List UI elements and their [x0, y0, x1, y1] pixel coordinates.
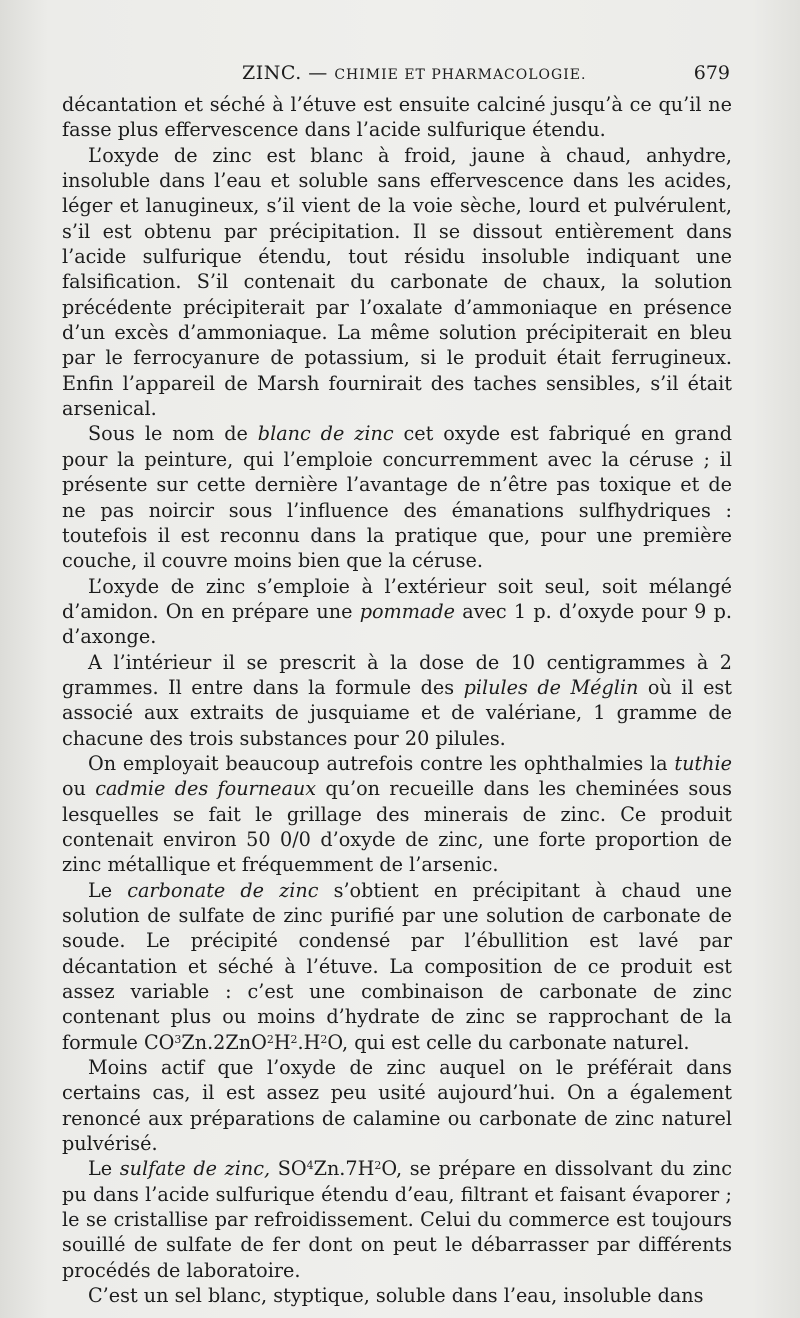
text-run: cet oxyde est fabriqué en grand pour la peinture, qui l’emploie concurremment avec la céruse ; il présente sur cette dernière l’avantage de n’être pas toxique et de ne pas noircir sous l’influence des émanations sulfhydriques : toutefois il est reconnu dans la pratique que, pour une première couche, il couvre moins bien que la céruse.: [62, 422, 733, 573]
text-run: s’obtient en précipitant à chaud une solution de sulfate de zinc purifié par une solution de carbonate de soude. Le précipité condensé par l’ébullition est lavé par décantation et séché à l’étuve. La composition de ce produit est assez variable : c’est une combinaison de carbonate de zinc contenant plus ou moins d’hydrate de zinc se rapprochant de la formule CO: [62, 878, 732, 1054]
formula-exponent: 2: [374, 1159, 382, 1173]
text-run: L’oxyde de zinc est blanc à froid, jaune à chaud, anhydre, insoluble dans l’eau et soluble sans effervescence dans les acides, léger et lanugineux, s’il vient de la voie sèche, lourd et pulvérulent, s’il est obtenu par précipitation. Il se dissout entièrement dans l’acide sulfurique étendu, tout résidu insoluble indiquant une falsification. S’il contenait du carbonate de chaux, la solution précédente précipiterait par l’oxalate d’ammoniaque en présence d’un excès d’ammoniaque. La même solution précipiterait en bleu par le ferrocyanure de potassium, si le produit était ferrugineux. Enfin l’appareil de Marsh fournirait des taches sensibles, s’il était arsenical.: [62, 143, 732, 421]
text-run: Zn.2ZnO: [181, 1030, 267, 1054]
text-run: Le: [88, 878, 128, 902]
text-run: où il est associé aux extraits de jusquiame et de valériane, 1 gramme de chacune des trois substances pour 20 pilules.: [62, 675, 732, 750]
italic-term: sulfate de zinc,: [119, 1157, 271, 1181]
formula-exponent: 2: [290, 1032, 298, 1046]
text-run: qu’on recueille dans les cheminées sous lesquelles se fait le grillage des minerais de zinc. Ce produit contenait environ 50 0/0 d’oxyde de zinc, une forte proportion de zinc métallique et fréquemment de l’arsenic.: [62, 777, 732, 877]
body-text: [62, 92, 732, 1309]
running-title-section: CHIMIE ET PHARMACOLOGIE.: [334, 67, 587, 83]
italic-term: pilules de Méglin: [463, 675, 639, 699]
paragraph: [62, 751, 732, 878]
running-header: [62, 56, 730, 90]
text-run: H: [273, 1030, 291, 1054]
text-run: L’oxyde de zinc s’emploie à l’extérieur soit seul, soit mélangé d’amidon. On en prépare une: [62, 574, 732, 623]
formula-exponent: 3: [174, 1032, 182, 1046]
formula-exponent: 2: [320, 1032, 328, 1046]
formula-exponent: 2: [266, 1032, 274, 1046]
text-run: O, qui est celle du carbonate naturel.: [327, 1030, 690, 1054]
running-title: [242, 62, 586, 84]
formula-exponent: 4: [306, 1159, 314, 1173]
paragraph: [62, 1055, 732, 1156]
paragraph: [62, 1283, 732, 1308]
text-run: Le: [88, 1157, 120, 1181]
italic-term: pommade: [359, 599, 455, 623]
italic-term: tuthie: [674, 751, 732, 775]
text-run: avec 1 p. d’oxyde pour 9 p. d’axonge.: [62, 599, 732, 649]
paragraph: [62, 650, 732, 751]
paragraph: [62, 143, 732, 422]
italic-term: carbonate de zinc: [127, 878, 319, 902]
text-run: On employait beaucoup autrefois contre les ophthalmies la: [88, 751, 675, 775]
paragraph: [62, 1156, 732, 1283]
paragraph: [62, 92, 732, 143]
text-run: Zn.7H: [313, 1157, 375, 1181]
italic-term: blanc de zinc: [257, 422, 394, 446]
running-title-main: ZINC. —: [242, 62, 328, 84]
text-run: O, se prépare en dissolvant du zinc pu dans l’acide sulfurique étendu d’eau, filtrant et faisant évaporer ; le se cristallise par refroidissement. Celui du commerce est toujours souillé de sulfate de fer dont on peut le débarrasser par différents procédés de laboratoire.: [62, 1157, 733, 1282]
text-run: SO: [270, 1157, 307, 1181]
italic-term: cadmie des fourneaux: [95, 777, 317, 801]
page-number: 679: [693, 62, 730, 84]
text-run: ou: [62, 777, 96, 801]
text-run: Moins actif que l’oxyde de zinc auquel on le préférait dans certains cas, il est assez peu usité aujourd’hui. On a également renoncé aux préparations de calamine ou carbonate de zinc naturel pulvérisé.: [62, 1056, 732, 1156]
paragraph: [62, 878, 732, 1055]
text-run: C’est un sel blanc, styptique, soluble dans l’eau, insoluble dans: [88, 1284, 704, 1308]
text-run: Sous le nom de: [88, 422, 258, 446]
paragraph: [62, 574, 732, 650]
text-run: .H: [297, 1030, 321, 1054]
text-run: A l’intérieur il se prescrit à la dose de 10 centigrammes à 2 grammes. Il entre dans la formule des: [62, 650, 732, 699]
text-run: décantation et séché à l’étuve est ensuite calciné jusqu’à ce qu’il ne fasse plus effervescence dans l’acide sulfurique étendu.: [62, 93, 732, 142]
paragraph: [62, 421, 732, 573]
